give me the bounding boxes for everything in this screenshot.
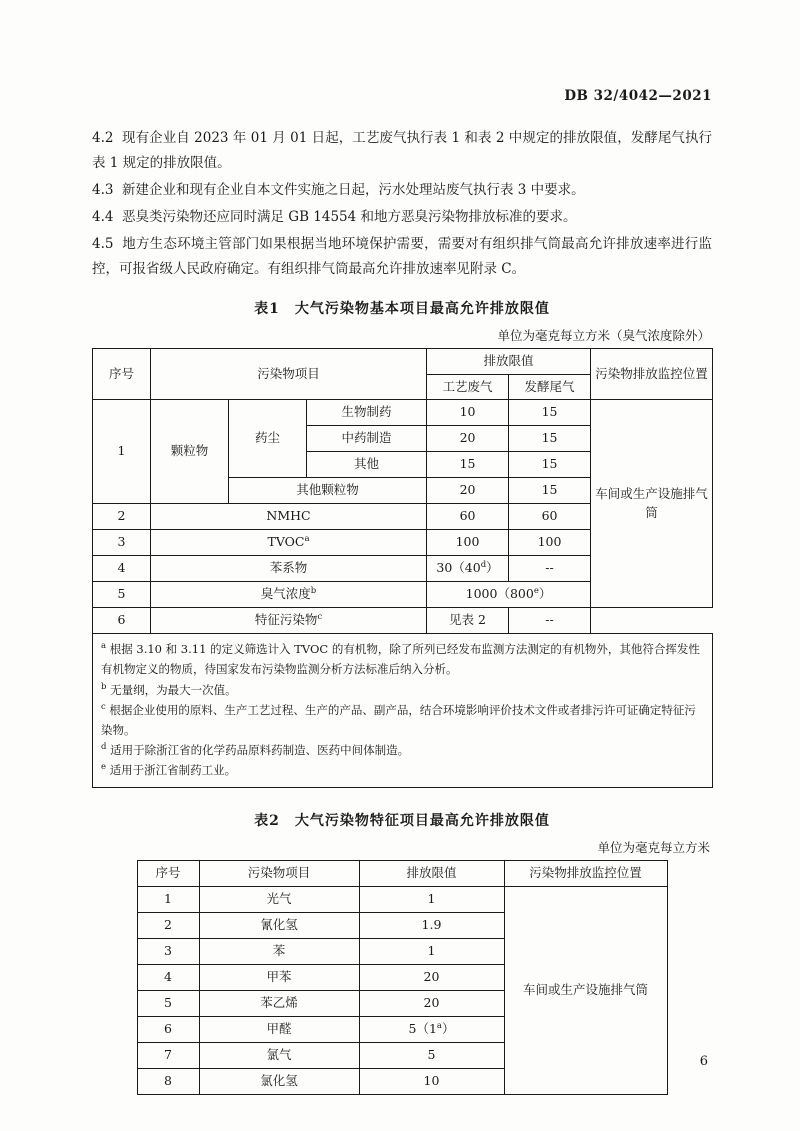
table1-cell-no: 6 bbox=[93, 608, 151, 634]
table1-cell-process: 20 bbox=[427, 426, 509, 452]
note-text: 适用于浙江省制药工业。 bbox=[109, 763, 237, 778]
page-number: 6 bbox=[699, 1054, 708, 1069]
table2-cell-no: 7 bbox=[137, 1043, 199, 1069]
note-text: 无量纲，为最大一次值。 bbox=[110, 682, 237, 697]
table2-cell-limit: 5 bbox=[359, 1043, 504, 1069]
table2-cell-limit-sup: a bbox=[436, 1021, 442, 1032]
table2-cell-no: 8 bbox=[137, 1069, 199, 1095]
note-text: 根据 3.10 和 3.11 的定义筛选计入 TVOC 的有机物，除了所列已经发布监测方法测定的有机物外，其他符合挥发性有机物定义的物质，待国家发布污染物监测分析方法标准后纳入分析。 bbox=[101, 642, 700, 677]
table1-cell-sub: 药尘 bbox=[229, 400, 307, 478]
table1-note-e bbox=[101, 760, 704, 780]
table1-cell-name-text: TVOC bbox=[267, 534, 305, 550]
table1-cell-ferment: 15 bbox=[509, 452, 591, 478]
table2-cell-limit-tail: ） bbox=[441, 1021, 455, 1037]
table2-header-row bbox=[137, 861, 667, 887]
table1-cell-merged-tail: ） bbox=[538, 586, 552, 602]
table2-cell-limit bbox=[359, 1017, 504, 1043]
table1-cell-no: 4 bbox=[93, 556, 151, 582]
table1-cell-ferment: 15 bbox=[509, 478, 591, 504]
table1-cell-process bbox=[427, 556, 509, 582]
table2-cell-no: 1 bbox=[137, 887, 199, 913]
standard-code-header: DB 32/4042—2021 bbox=[564, 88, 712, 104]
table1-cell-no: 1 bbox=[93, 400, 151, 504]
table1-cell-name bbox=[151, 530, 427, 556]
table2-cell-name: 氯气 bbox=[199, 1043, 359, 1069]
table2-cell-name: 甲苯 bbox=[199, 965, 359, 991]
table1-row-6 bbox=[93, 608, 713, 634]
note-mark: b bbox=[101, 681, 107, 692]
table1-row-1a bbox=[93, 400, 713, 426]
paragraph-text: 地方生态环境主管部门如果根据当地环境保护需要，需要对有组织排气筒最高允许排放速率进行监控，可报省级人民政府确定。有组织排气筒最高允许排放速率见附录 C。 bbox=[92, 235, 712, 277]
table2-cell-name: 苯乙烯 bbox=[199, 991, 359, 1017]
table1-note-c bbox=[101, 700, 704, 740]
paragraph-text: 恶臭类污染物还应同时满足 GB 14554 和地方恶臭污染物排放标准的要求。 bbox=[122, 208, 577, 225]
table2-cell-name: 光气 bbox=[199, 887, 359, 913]
table1-title: 表1 大气污染物基本项目最高允许排放限值 bbox=[254, 300, 550, 317]
table2-cell-no: 4 bbox=[137, 965, 199, 991]
table1-cell-name-sup: c bbox=[317, 612, 323, 623]
paragraph-text: 现有企业自 2023 年 01 月 01 日起，工艺废气执行表 1 和表 2 中规定的排放限值，发酵尾气执行表 1 规定的排放限值。 bbox=[92, 130, 712, 171]
paragraph-number: 4.3 bbox=[92, 181, 114, 198]
table2-cell-name: 苯 bbox=[199, 939, 359, 965]
paragraph-text: 新建企业和现有企业自本文件实施之日起，污水处理站废气执行表 3 中要求。 bbox=[122, 181, 585, 198]
table1-cell-ferment: 100 bbox=[509, 530, 591, 556]
table1-note-a bbox=[101, 639, 704, 679]
paragraph-4-5 bbox=[92, 232, 712, 282]
table1-cell-name bbox=[151, 582, 427, 608]
table1-cell-process: 15 bbox=[427, 452, 509, 478]
table2-cell-name: 氰化氢 bbox=[199, 913, 359, 939]
table1-header-row-1 bbox=[93, 348, 713, 374]
table1-cell-merged-text: 1000（800 bbox=[465, 586, 534, 602]
table1-cell-name-text: 特征污染物 bbox=[254, 612, 318, 628]
table2-cell-limit: 1 bbox=[359, 887, 504, 913]
table1-cell-process-tail: ） bbox=[486, 560, 499, 576]
table1-cell-name: 生物制药 bbox=[307, 400, 427, 426]
page-content bbox=[92, 88, 712, 1095]
table2-cell-name: 甲醛 bbox=[199, 1017, 359, 1043]
table1-cell-process: 100 bbox=[427, 530, 509, 556]
table1-cell-merged-sup: e bbox=[533, 586, 539, 597]
table1-cell-monitor: 车间或生产设施排气筒 bbox=[591, 400, 713, 608]
table1-header-limit: 排放限值 bbox=[427, 348, 591, 374]
note-mark: c bbox=[101, 701, 106, 712]
note-text: 适用于除浙江省的化学药品原料药制造、医药中间体制造。 bbox=[110, 742, 410, 757]
table2-cell-name: 氯化氢 bbox=[199, 1069, 359, 1095]
table2-cell-limit: 20 bbox=[359, 991, 504, 1017]
table2-cell-no: 6 bbox=[137, 1017, 199, 1043]
table1-cell-ferment: 15 bbox=[509, 400, 591, 426]
table2-title: 表2 大气污染物特征项目最高允许排放限值 bbox=[254, 813, 550, 830]
table2-cell-limit: 1.9 bbox=[359, 913, 504, 939]
table1-cell-name: 中药制造 bbox=[307, 426, 427, 452]
table1-cell-no: 3 bbox=[93, 530, 151, 556]
table1-cell-name: NMHC bbox=[151, 504, 427, 530]
table1-cell-no: 2 bbox=[93, 504, 151, 530]
table1-header-ferment: 发酵尾气 bbox=[509, 374, 591, 400]
table1-cell-process-sup: d bbox=[480, 560, 487, 571]
table2-cell-limit-text: 5（1 bbox=[408, 1021, 437, 1037]
table2-cell-no: 2 bbox=[137, 913, 199, 939]
table2-header-monitor: 污染物排放监控位置 bbox=[504, 861, 667, 887]
table2-cell-limit: 20 bbox=[359, 965, 504, 991]
table1-cell-group: 颗粒物 bbox=[151, 400, 229, 504]
table1-cell-ferment: 15 bbox=[509, 426, 591, 452]
table2-cell-no: 3 bbox=[137, 939, 199, 965]
note-mark: a bbox=[101, 641, 107, 652]
table1-cell-process-text: 30（40 bbox=[436, 560, 481, 576]
table1-cell-no: 5 bbox=[93, 582, 151, 608]
table1-cell-name: 其他 bbox=[307, 452, 427, 478]
table1-header-process: 工艺废气 bbox=[427, 374, 509, 400]
paragraph-number: 4.4 bbox=[92, 208, 114, 225]
table1-note-d bbox=[101, 740, 704, 760]
table1-cell-process: 60 bbox=[427, 504, 509, 530]
table1-cell-process: 见表 2 bbox=[427, 608, 509, 634]
table2 bbox=[137, 860, 668, 1095]
table1-cell-ferment: -- bbox=[509, 608, 591, 634]
table1-header-monitor: 污染物排放监控位置 bbox=[591, 348, 713, 400]
paragraph-4-3 bbox=[92, 178, 712, 203]
table1-note-b bbox=[101, 680, 704, 700]
table2-cell-limit: 1 bbox=[359, 939, 504, 965]
table1-cell-name-sup: b bbox=[310, 586, 317, 597]
table1-cell-process: 10 bbox=[427, 400, 509, 426]
note-mark: d bbox=[101, 742, 107, 753]
table1-cell-ferment: -- bbox=[509, 556, 591, 582]
table1-cell-name-sup: a bbox=[304, 534, 310, 545]
table2-header-item: 污染物项目 bbox=[199, 861, 359, 887]
table1-cell-process: 20 bbox=[427, 478, 509, 504]
table2-row-1 bbox=[137, 887, 667, 913]
table2-cell-monitor: 车间或生产设施排气筒 bbox=[504, 887, 667, 1095]
table1-cell-name bbox=[151, 608, 427, 634]
table1-cell-merged-limit bbox=[427, 582, 591, 608]
note-mark: e bbox=[101, 762, 107, 773]
table1-cell-name: 其他颗粒物 bbox=[229, 478, 427, 504]
table2-header-no: 序号 bbox=[137, 861, 199, 887]
paragraph-4-4 bbox=[92, 205, 712, 230]
paragraph-number: 4.5 bbox=[92, 235, 114, 252]
table1 bbox=[92, 348, 713, 788]
table1-cell-name-text: 臭气浓度 bbox=[260, 586, 311, 602]
table1-cell-ferment: 60 bbox=[509, 504, 591, 530]
table1-unit-note: 单位为毫克每立方米（臭气浓度除外） bbox=[497, 327, 710, 343]
table2-header-limit: 排放限值 bbox=[359, 861, 504, 887]
table2-cell-limit: 10 bbox=[359, 1069, 504, 1095]
table1-notes-row bbox=[93, 634, 713, 788]
paragraph-number: 4.2 bbox=[92, 130, 114, 146]
table1-cell-name: 苯系物 bbox=[151, 556, 427, 582]
paragraph-4-2 bbox=[92, 126, 712, 176]
table1-notes bbox=[93, 634, 713, 788]
table1-header-no: 序号 bbox=[93, 348, 151, 400]
note-text: 根据企业使用的原料、生产工艺过程、生产的产品、副产品，结合环境影响评价技术文件或者排污许可证确定特征污染物。 bbox=[101, 702, 696, 737]
table2-cell-no: 5 bbox=[137, 991, 199, 1017]
table1-header-item: 污染物项目 bbox=[151, 348, 427, 400]
table2-unit-note: 单位为毫克每立方米 bbox=[597, 840, 710, 856]
